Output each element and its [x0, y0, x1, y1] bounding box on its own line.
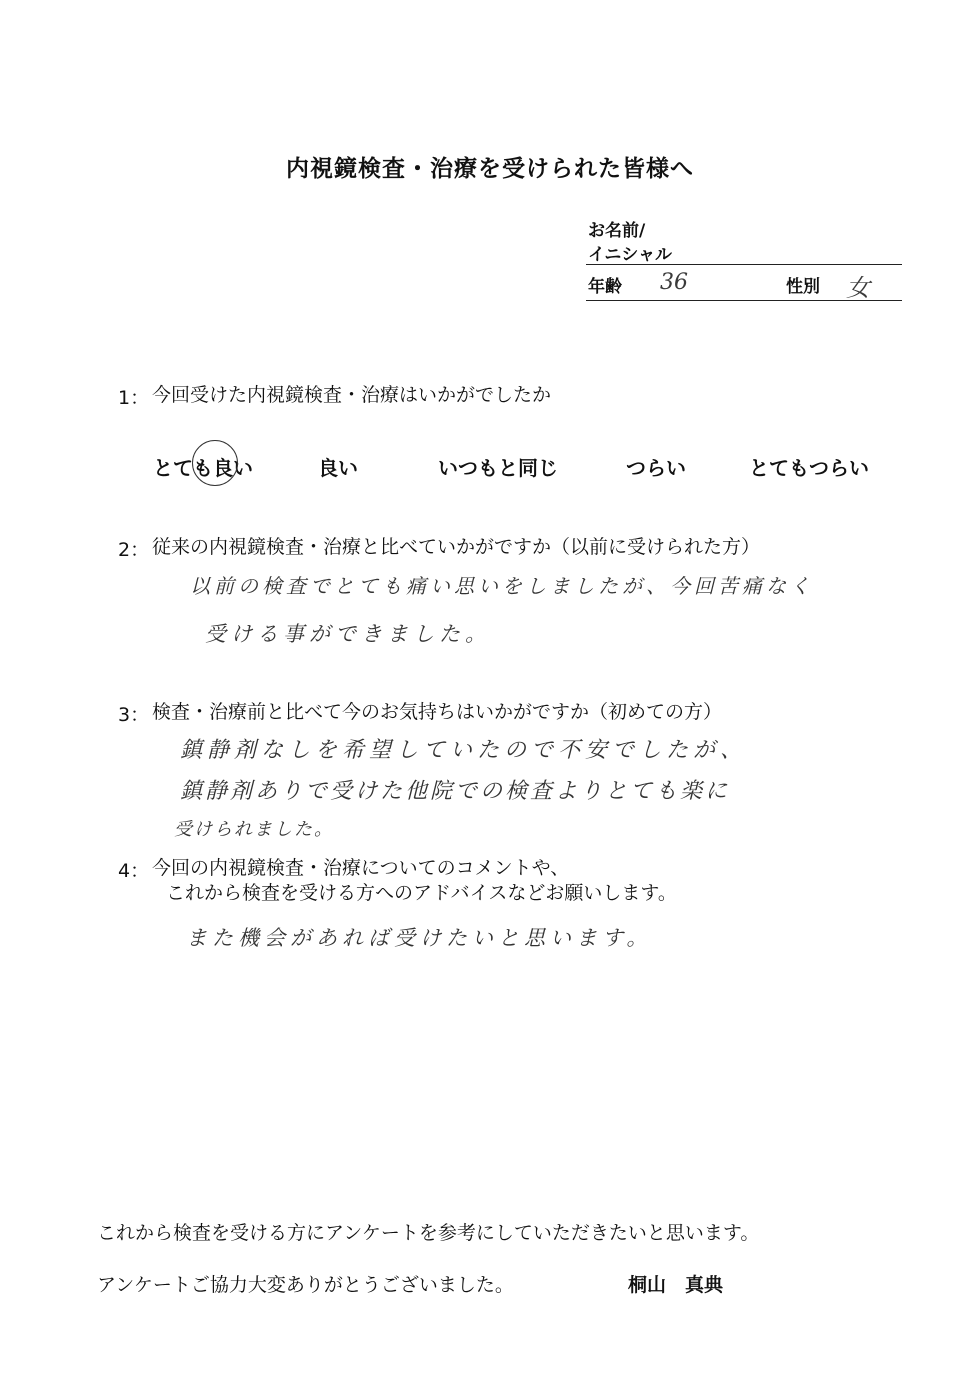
page-title: 内視鏡検査・治療を受けられた皆様へ	[286, 156, 694, 182]
q1-option-same: いつもと同じ	[438, 456, 558, 480]
q2-number: 2：	[118, 539, 150, 561]
age-label: 年齢	[588, 277, 622, 297]
footer-line2: アンケートご協力大変ありがとうございました。	[97, 1274, 514, 1296]
age-value: 36	[660, 270, 688, 295]
q1-option-hard: つらい	[626, 456, 686, 480]
q2-text: 従来の内視鏡検査・治療と比べていかがですか（以前に受けられた方）	[152, 536, 761, 558]
q2-answer-line1: 以前の検査でとても痛い思いをしましたが、今回苦痛なく	[190, 574, 814, 598]
footer-line1: これから検査を受ける方にアンケートを参考にしていただきたいと思います。	[97, 1222, 760, 1244]
q1-text: 今回受けた内視鏡検査・治療はいかがでしたか	[152, 384, 552, 406]
q3-answer-line3: 受けられました。	[174, 819, 334, 840]
q1-number: 1：	[118, 387, 150, 409]
q1-option-good: 良い	[318, 456, 358, 480]
sex-label: 性別	[786, 277, 820, 297]
q3-number: 3：	[118, 704, 150, 726]
q1-option-very-hard: とてもつらい	[749, 456, 869, 480]
age-sex-underline	[586, 300, 902, 301]
selected-circle-mark	[192, 440, 238, 486]
q4-text-line2: これから検査を受ける方へのアドバイスなどお願いします。	[166, 882, 677, 904]
name-label-line1: お名前/	[588, 221, 646, 241]
q4-text-line1: 今回の内視鏡検査・治療についてのコメントや、	[152, 857, 570, 879]
name-underline	[586, 264, 902, 265]
name-label-line2: イニシャル	[588, 245, 672, 265]
q3-answer-line1: 鎮静剤なしを希望していたので不安でしたが、	[180, 738, 748, 763]
q4-number: 4：	[118, 860, 150, 882]
q4-answer-line1: また機会があれば受けたいと思います。	[186, 926, 653, 950]
footer-signature: 桐山 真典	[628, 1274, 724, 1296]
q2-answer-line2: 受ける事ができました。	[205, 622, 491, 646]
q1-option-very-good: とても良い	[153, 456, 253, 480]
sex-value: 女	[846, 274, 870, 302]
q3-text: 検査・治療前と比べて今のお気持ちはいかがですか（初めての方）	[152, 701, 723, 723]
q3-answer-line2: 鎮静剤ありで受けた他院での検査よりとても楽に	[180, 779, 731, 804]
